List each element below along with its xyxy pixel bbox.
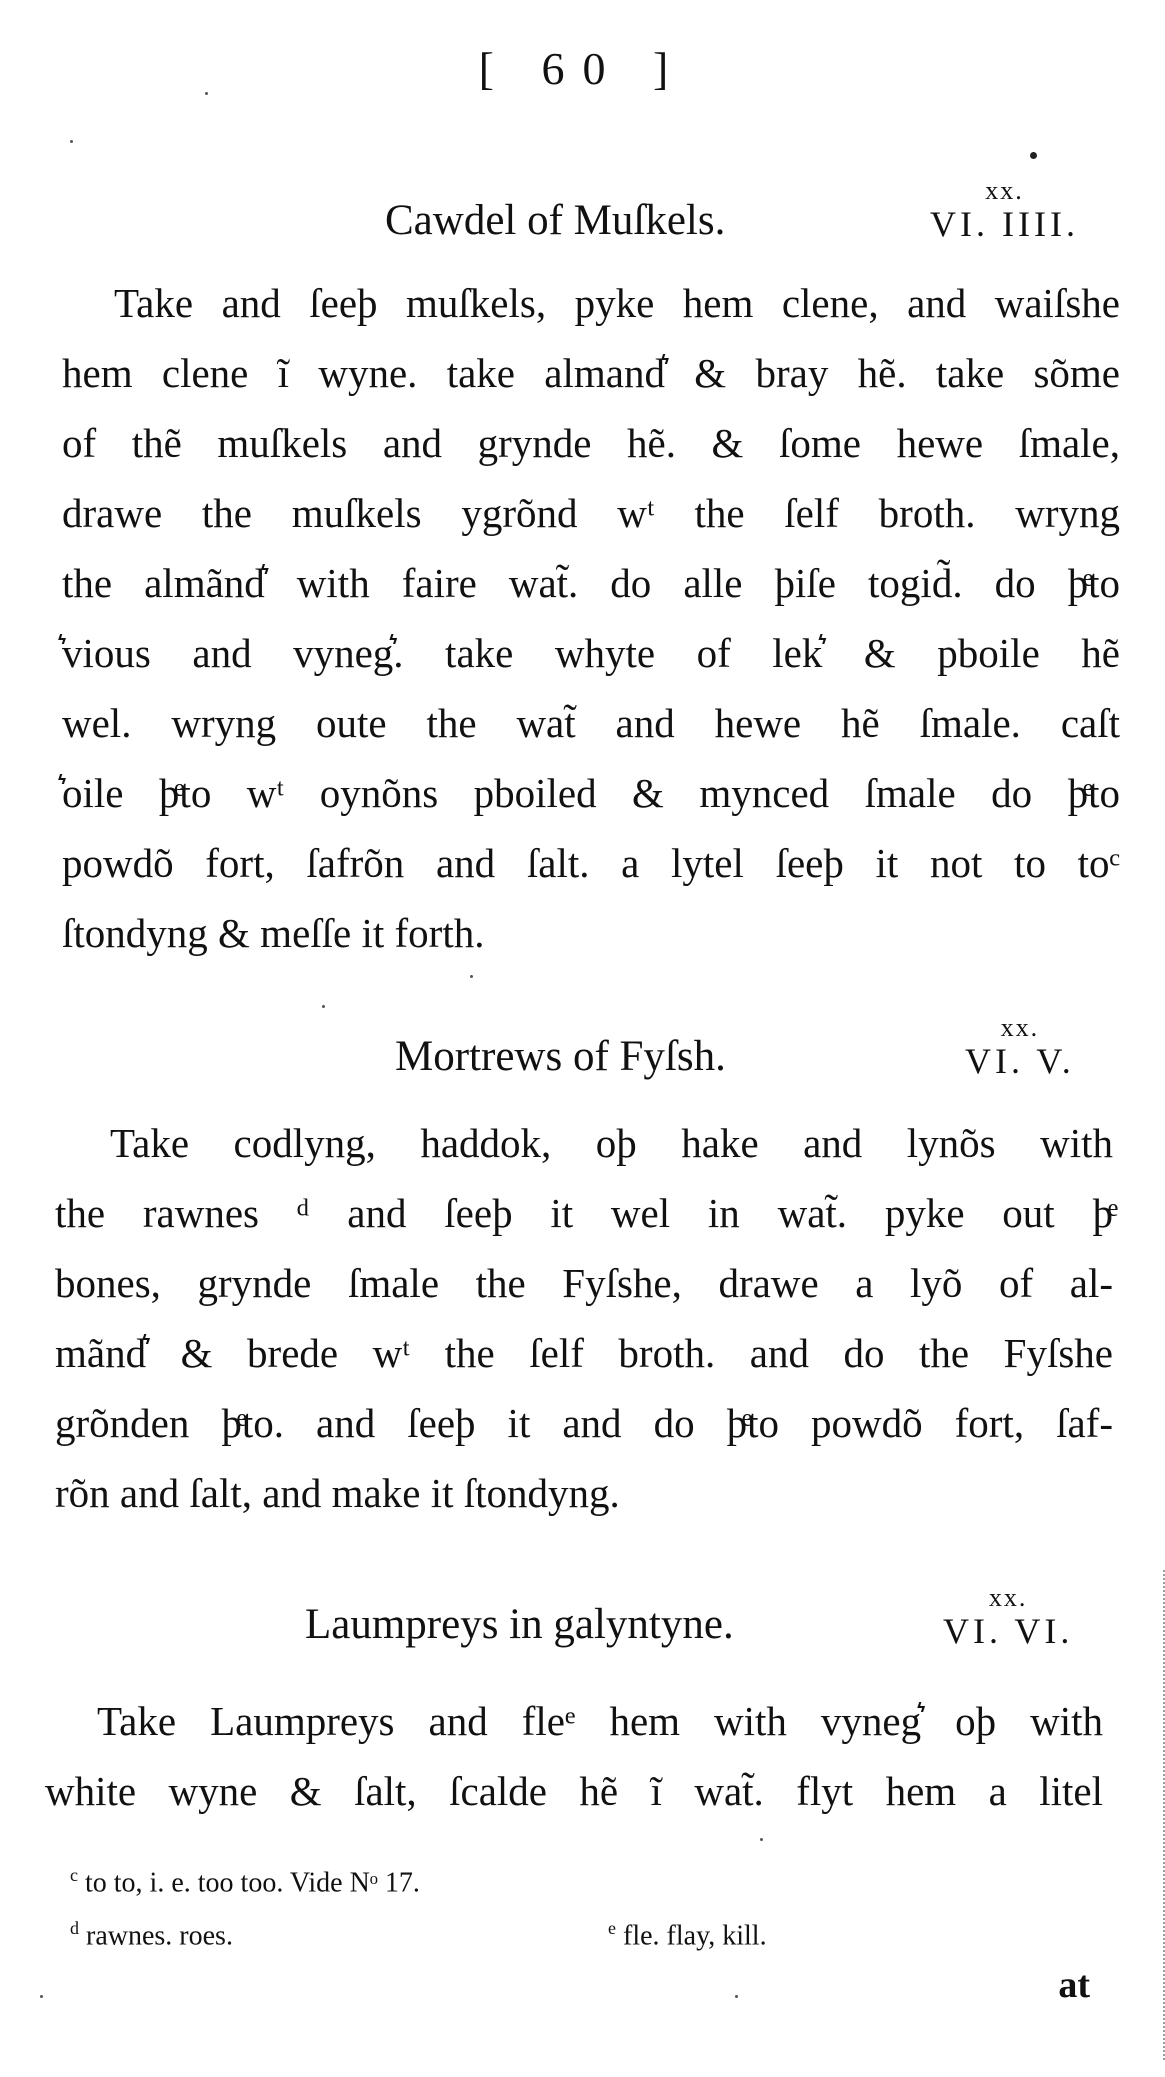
recipe-number-top: xx. [1000,1013,1040,1042]
recipe-number [943,1585,1073,1649]
catchword: at [1058,1964,1090,2006]
text-line: mãnd͛ & brede wᵗ the ſelf broth. and do the Fyſshe [55,1330,1113,1376]
recipe-number [930,178,1079,242]
footnote-mark: e [608,1918,616,1938]
page-edge [1161,1570,1165,2060]
text-line: ͛oile þͤto wᵗ oynõns pboiled & mynced ſmale do þͤto [62,770,1120,816]
ink-speck [1030,152,1037,159]
recipe-number-top: xx. [988,1583,1028,1612]
text-line: white wyne & ſalt, ſcalde hẽ ĩ wat̃. flyt hem a litel [45,1768,1103,1814]
recipe-number-bottom: VI. IIII. [930,204,1079,244]
ink-speck [760,1838,763,1841]
text-line: ͛vious and vyneg͛. take whyte of lek͛ & pboile hẽ [62,630,1120,676]
text-line: powdõ fort, ſafrõn and ſalt. a lytel ſeeþ it not to toᶜ [62,840,1120,886]
footnote [70,1918,233,1952]
recipe-title: Cawdel of Muſkels. [385,197,726,244]
recipe-number-top: xx. [985,176,1024,205]
footnote-text: rawnes. roes. [86,1920,233,1952]
footnote-text: fle. flay, kill. [623,1920,767,1952]
text-line: Take and ſeeþ muſkels, pyke hem clene, and waiſshe [114,280,1120,326]
text-line: ſtondyng & meſſe it forth. [62,910,485,956]
ink-speck [322,1005,325,1008]
text-line: drawe the muſkels ygrõnd wᵗ the ſelf broth. wryng [62,490,1120,536]
text-line: wel. wryng oute the wat̃ and hewe hẽ ſmale. caſt [62,700,1120,746]
recipe-title: Laumpreys in galyntyne. [305,1601,734,1648]
footnote-text: to to, i. e. too too. Vide Nᵒ 17. [85,1867,420,1899]
text-line: Take codlyng, haddok, oþ hake and lynõs with [110,1120,1113,1166]
page-number: [ 60 ] [478,43,687,94]
ink-speck [70,140,73,143]
recipe-title: Mortrews of Fyſsh. [395,1033,726,1080]
text-line: grõnden þͤto. and ſeeþ it and do þͤto powdõ fort, ſaf- [55,1400,1113,1446]
ink-speck [40,1995,43,1998]
recipe-number-bottom: VI. V. [965,1041,1075,1081]
text-line: the rawnes ᵈ and ſeeþ it wel in wat̃. pyke out þͤ [55,1190,1113,1236]
text-line: of thẽ muſkels and grynde hẽ. & ſome hewe ſmale, [62,420,1120,466]
ink-speck [470,975,473,978]
text-line: rõn and ſalt, and make it ſtondyng. [55,1470,620,1516]
ink-speck [205,92,208,95]
footnote-mark: d [70,1918,79,1938]
recipe-number [965,1015,1075,1079]
recipe-number-bottom: VI. VI. [943,1611,1074,1651]
text-line: Take Laumpreys and fleᵉ hem with vyneg͛ oþ with [97,1698,1103,1744]
footnote [70,1865,420,1899]
footnote [608,1918,767,1952]
text-line: bones, grynde ſmale the Fyſshe, drawe a lyõ of al- [55,1260,1113,1306]
text-line: hem clene ĩ wyne. take almand͛ & bray hẽ. take sõme [62,350,1120,396]
ink-speck [735,1995,738,1998]
footnote-mark: c [70,1865,78,1885]
text-line: the almãnd͛ with faire wat̃. do alle þiſe togid̃. do þͤto [62,560,1120,606]
